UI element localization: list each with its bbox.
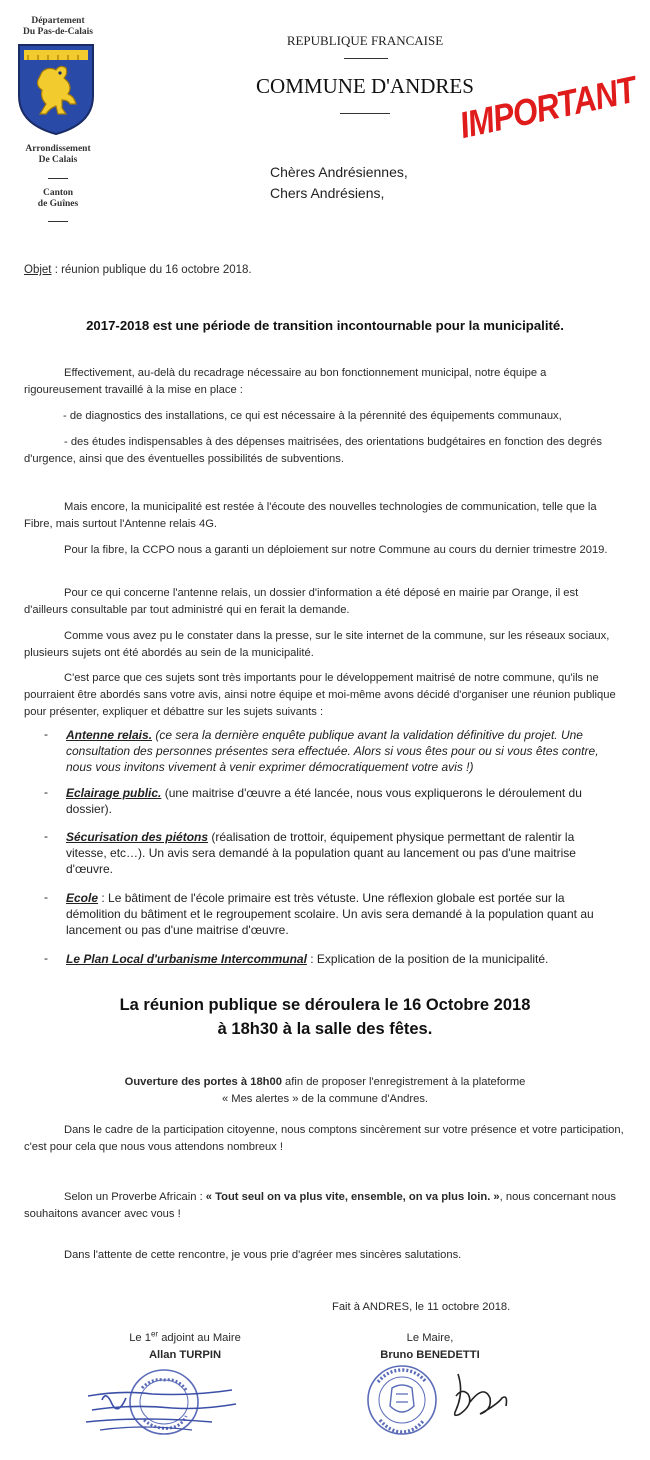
divider (344, 58, 388, 59)
headline: 2017-2018 est une période de transition incontournable pour la municipalité. (86, 318, 564, 333)
important-stamp: IMPORTANT (456, 68, 640, 147)
divider (48, 221, 68, 222)
bullet-item: Ecole : Le bâtiment de l'école primaire est très vétuste. Une réflexion globale est portée sur la démolition du bâtiment et le regroupement scolaire. Un avis sera demandé à la population quant au lancement ou pas d'une maitrise d'œuvre. (66, 891, 594, 937)
paragraph: Pour ce qui concerne l'antenne relais, un dossier d'information a été déposé en mairie par Orange, il est d'ailleurs consultable par tout administré qui en ferait la demande. (24, 587, 579, 616)
paragraph: Comme vous avez pu le constater dans la presse, sur le site internet de la commune, sur les réseaux sociaux, plusieurs sujets ont été abordés au sein de la municipalité. (24, 630, 610, 659)
opening-info: Ouverture des portes à 18h00 afin de proposer l'enregistrement à la plateforme « Mes alertes » de la commune d'Andres. (124, 1076, 526, 1105)
right-signatory: Le Maire, Bruno BENEDETTI (380, 1332, 480, 1361)
paragraph: - des études indispensables à des dépenses maitrisées, des orientations budgétaires en fonction des degrés d'urgence, ainsi que des éventuelles possibilités de subventions. (24, 436, 602, 465)
divider (340, 113, 390, 114)
bullet-item: Le Plan Local d'urbanisme Intercommunal : Explication de la position de la municipalité. (66, 952, 549, 966)
mayor-seal-signature-icon (352, 1358, 522, 1442)
object-line: Objet : réunion publique du 16 octobre 2018. (24, 264, 252, 276)
adjoint-seal-signature-icon (82, 1360, 242, 1442)
greeting: Chères Andrésiennes, Chers Andrésiens, (270, 164, 408, 201)
place-date: Fait à ANDRES, le 11 octobre 2018. (332, 1301, 511, 1313)
department-label: Département Du Pas-de-Calais (23, 16, 93, 37)
republic-title: REPUBLIQUE FRANCAISE (286, 33, 444, 48)
bullet-dash: - (44, 951, 48, 965)
paragraph: - de diagnostics des installations, ce qui est nécessaire à la pérennité des équipements communaux, (63, 410, 562, 422)
bullet-item: Sécurisation des piétons (réalisation de trottoir, équipement physique permettant de ralentir la vitesse, etc…). Un avis sera demandé à la population quant au lancement ou pas d'une maitrise d'œuvre. (66, 830, 576, 876)
proverb-paragraph: Selon un Proverbe Africain : « Tout seul on va plus vite, ensemble, on va plus loin. », nous concernant nous souhaitons avancer avec vous ! (24, 1191, 616, 1220)
paragraph: Effectivement, au-delà du recadrage nécessaire au bon fonctionnement municipal, notre équipe a rigoureusement travaillé à la mise en place : (24, 367, 547, 396)
bullet-dash: - (44, 727, 48, 741)
bullet-dash: - (44, 890, 48, 904)
paragraph: C'est parce que ces sujets sont très importants pour le développement maitrisé de notre commune, qu'ils ne pourraient être abordés sans votre avis, ainsi notre équipe et moi-même avons décidé d'organiser une réunion publique pour présenter, expliquer et débattre sur les sujets suivants : (24, 672, 616, 718)
bullet-dash: - (44, 829, 48, 843)
bullet-item: Eclairage public. (une maitrise d'œuvre a été lancée, nous vous expliquerons le déroulement du dossier). (66, 786, 582, 816)
coat-of-arms-icon (16, 42, 96, 136)
paragraph: Pour la fibre, la CCPO nous a garanti un déploiement sur notre Commune au cours du dernier trimestre 2019. (64, 544, 608, 556)
bullet-item: Antenne relais. (ce sera la dernière enquête publique avant la validation définitive du projet. Une consultation des personnes présentes sera effectuée. Alors si vous êtes pour ou si vous êtes contre, nous vous invitons vivement à venir exprimer démocratiquement votre avis !) (66, 728, 599, 774)
commune-title: COMMUNE D'ANDRES (256, 74, 474, 98)
bullet-dash: - (44, 785, 48, 799)
canton-label: Canton de Guînes (37, 188, 79, 209)
left-signatory: Le 1er adjoint au Maire Allan TURPIN (129, 1329, 241, 1361)
paragraph: Mais encore, la municipalité est restée à l'écoute des nouvelles technologies de communication, telle que la Fibre, mais surtout l'Antenne relais 4G. (24, 501, 597, 530)
closing-paragraph: Dans l'attente de cette rencontre, je vous prie d'agréer mes sincères salutations. (64, 1249, 462, 1261)
paragraph: Dans le cadre de la participation citoyenne, nous comptons sincèrement sur votre présence et votre participation, c'est pour cela que nous vous attendons nombreux ! (24, 1124, 624, 1153)
arrondissement-label: Arrondissement De Calais (25, 144, 91, 165)
divider (48, 178, 68, 179)
meeting-announcement: La réunion publique se déroulera le 16 Octobre 2018 à 18h30 à la salle des fêtes. (119, 996, 531, 1038)
